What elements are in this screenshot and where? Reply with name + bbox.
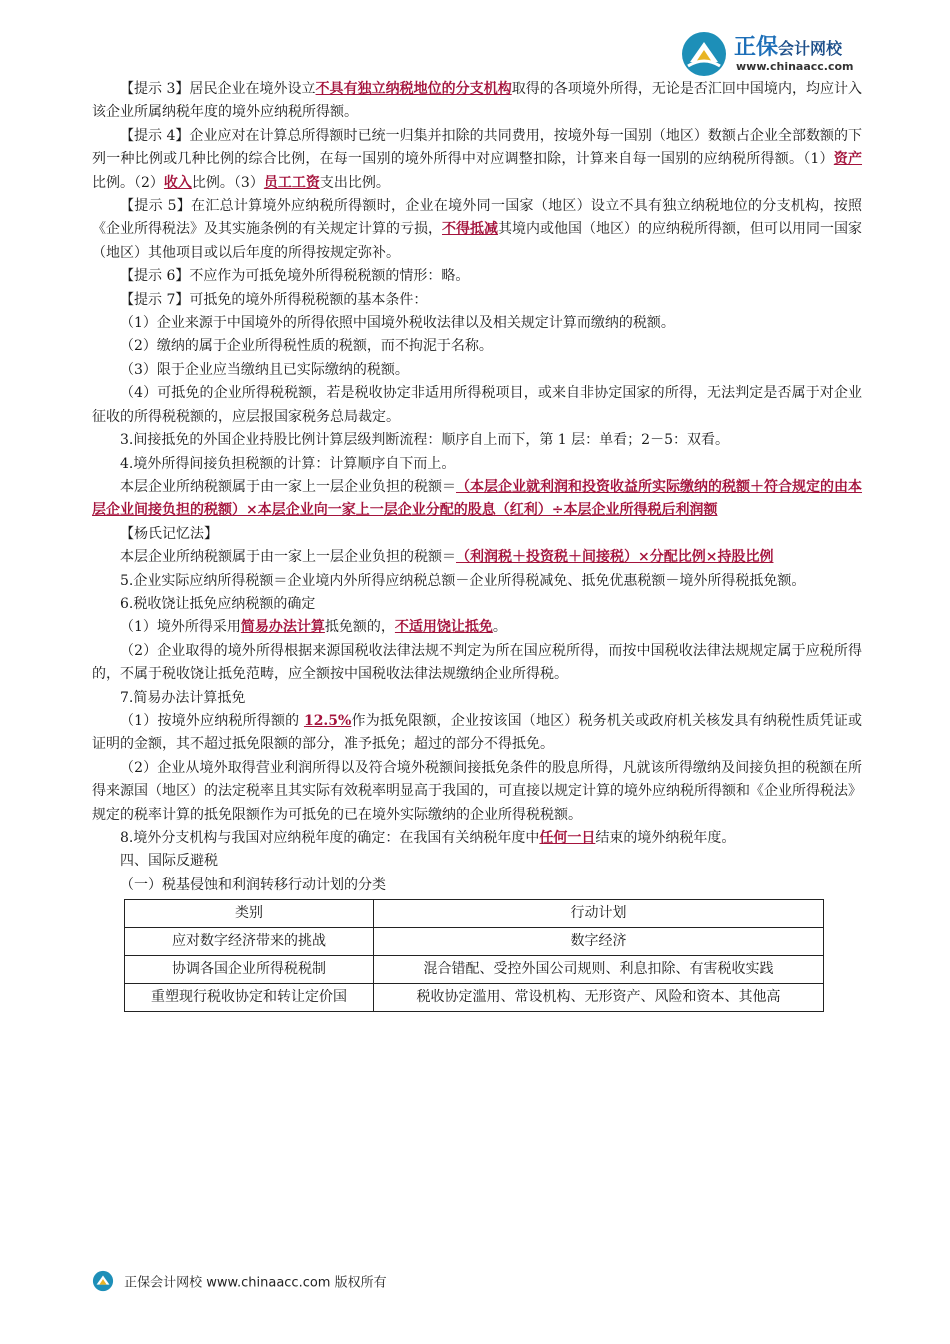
section-5: 5.企业实际应纳所得税额＝企业境内外所得应纳税总额－企业所得税减免、抵免优惠税额－境外所得税抵免额。	[120, 572, 806, 589]
tip-7-item-3: （3）限于企业应当缴纳且已实际缴纳的税额。	[120, 361, 409, 378]
table-header-row	[125, 900, 824, 928]
section-8: 8.境外分支机构与我国对应纳税年度的确定：在我国有关纳税年度中任何一日结束的境外纳税年度。	[120, 830, 736, 846]
table-header-action-plan: 行动计划	[374, 900, 824, 928]
section-7-item-2: （2）企业从境外取得营业利润所得以及符合境外税额间接抵免条件的股息所得，凡就该所得缴纳及间接负担的税额在所得来源国（地区）的法定税率且其实际有效税率明显高于我国的，可直接以规定计算的境外应纳税所得额和《企业所得税法》规定的税率计算的抵免限额作为可抵免的已在境外实际缴纳的企业所得税税额。	[92, 759, 862, 823]
table-cell-category: 重塑现行税收协定和转让定价国	[125, 984, 374, 1012]
tip-7-item-1: （1）企业来源于中国境外的所得依照中国境外税收法律以及相关规定计算而缴纳的税额。	[120, 315, 675, 332]
table-cell-action-plan: 税收协定滥用、常设机构、无形资产、风险和资本、其他高	[374, 984, 824, 1012]
table-row	[125, 956, 824, 984]
section-6: 6.税收饶让抵免应纳税额的确定	[120, 595, 316, 612]
logo-title: 正保会计网校	[734, 35, 843, 60]
part-4-subheading: （一）税基侵蚀和利润转移行动计划的分类	[120, 876, 386, 893]
tip-6: 【提示 6】不应作为可抵免境外所得税税额的情形：略。	[120, 268, 470, 285]
tip-7: 【提示 7】可抵免的境外所得税税额的基本条件：	[120, 291, 428, 308]
section-7-item-1: （1）按境外应纳税所得额的 12.5%作为抵免限额，企业按该国（地区）税务机关或政府机关核发具有纳税性质凭证或证明的金额，其不超过抵免限额的部分，准予抵免；超过的部分不得抵免。	[92, 712, 863, 753]
logo-url: www.chinaacc.com	[736, 60, 854, 73]
table-cell-category: 应对数字经济带来的挑战	[125, 928, 374, 956]
tip-7-item-4: （4）可抵免的企业所得税税额，若是税收协定非适用所得税项目，或来自非协定国家的所得，无法判定是否属于对企业征收的所得税税额的，应层报国家税务总局裁定。	[92, 385, 862, 425]
section-6-item-1: （1）境外所得采用简易办法计算抵免额的，不适用饶让抵免。	[120, 619, 507, 636]
brand-logo	[680, 30, 880, 80]
table-cell-action-plan: 混合错配、受控外国公司规则、利息扣除、有害税收实践	[374, 956, 824, 984]
table-cell-action-plan: 数字经济	[374, 928, 824, 956]
tip-4: 【提示 4】企业应对在计算总所得额时已统一归集并扣除的共同费用，按境外每一国别（地区）数额占企业全部数额的下列一种比例或几种比例的综合比例，在每一国别的境外所得中对应调整扣除，计算来自每一国别的应纳税所得额。（1）资产比例。（2）收入比例。（3）员工工资支出比例。	[92, 127, 863, 191]
table-row	[125, 928, 824, 956]
table-row	[125, 984, 824, 1012]
tip-3: 【提示 3】居民企业在境外设立不具有独立纳税地位的分支机构取得的各项境外所得，无论是否汇回中国境内，均应计入该企业所属纳税年度的境外应纳税所得额。	[92, 81, 863, 121]
section-4: 4.境外所得间接负担税额的计算：计算顺序自下而上。	[120, 455, 456, 472]
page-footer	[92, 1270, 387, 1296]
logo-emblem-icon	[680, 30, 728, 78]
section-4-formula: 本层企业所纳税额属于由一家上一层企业负担的税额＝（本层企业就利润和投资收益所实际缴纳的税额＋符合规定的由本层企业间接负担的税额）×本层企业向一家上一层企业分配的股息（红利）÷本层企业所得税后利润额	[92, 478, 862, 519]
table-cell-category: 协调各国企业所得税税制	[125, 956, 374, 984]
table-header-category: 类别	[125, 900, 374, 928]
section-6-item-2: （2）企业取得的境外所得根据来源国税收法律法规不判定为所在国应税所得，而按中国税收法律法规规定属于应税所得的，不属于税收饶让抵免范畴，应全额按中国税收法律法规缴纳企业所得税。	[92, 642, 862, 683]
tip-7-item-2: （2）缴纳的属于企业所得税性质的税额，而不拘泥于名称。	[120, 338, 493, 355]
tip-5: 【提示 5】在汇总计算境外应纳税所得额时，企业在境外同一国家（地区）设立不具有独立纳税地位的分支机构，按照《企业所得税法》及其实施条例的有关规定计算的亏损，不得抵减其境内或他国（地区）的应纳税所得额，但可以用同一国家（地区）其他项目或以后年度的所得按规定弥补。	[92, 198, 862, 261]
memory-method-heading: 【杨氏记忆法】	[120, 525, 218, 542]
document-body	[92, 78, 862, 1012]
beps-action-table	[124, 899, 824, 1012]
footer-logo-icon	[92, 1270, 114, 1292]
part-4-heading: 四、国际反避税	[120, 853, 218, 870]
memory-method-formula: 本层企业所纳税额属于由一家上一层企业负担的税额＝（利润税＋投资税＋间接税）×分配比例×持股比例	[120, 549, 774, 566]
footer-copyright: 正保会计网校 www.chinaacc.com 版权所有	[124, 1275, 387, 1291]
section-3: 3.间接抵免的外国企业持股比例计算层级判断流程：顺序自上而下，第 1 层：单看；2－5：双看。	[120, 432, 729, 449]
section-7: 7.简易办法计算抵免	[120, 689, 246, 706]
